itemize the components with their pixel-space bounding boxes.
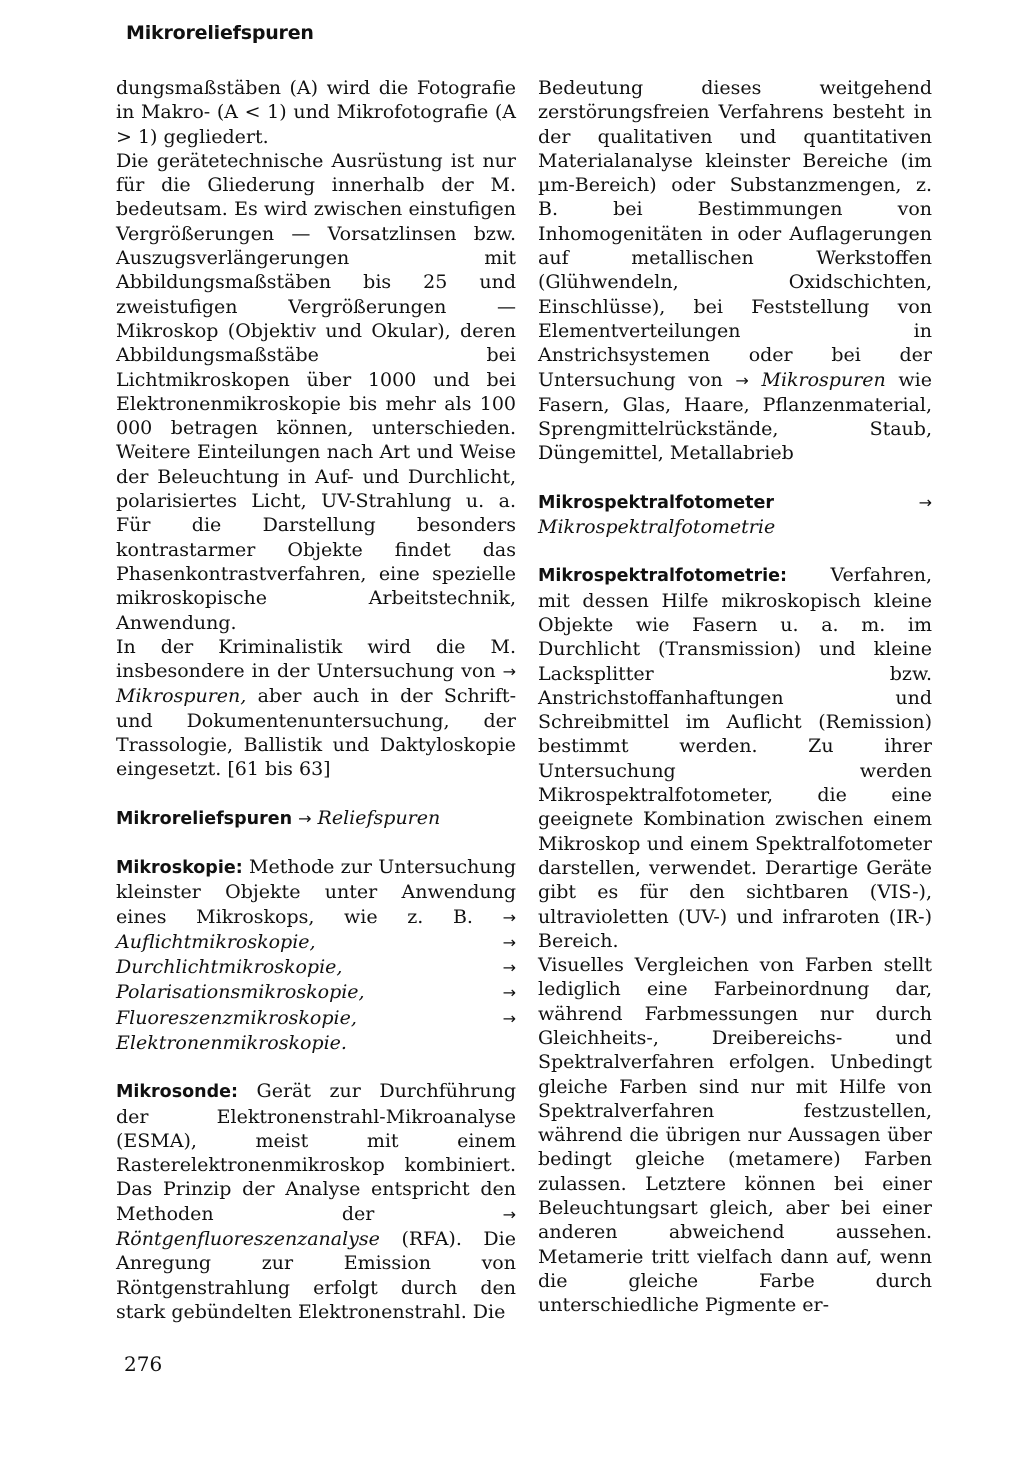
paragraph-mikrosonde-continued xyxy=(538,76,932,466)
entry-term: Mikrosonde: xyxy=(116,1082,238,1103)
text: Bedeutung dieses weitgehend zerstörungsfreien Verfahrens besteht in der qualitativen und quantitativen Materialanalyse kleinster Bereiche (im µm-Bereich) oder Substanzmengen, z. B. bei Bestimmungen von Inhomogenitäten in oder Auflagerungen auf metallischen Werkstoffen (Glühwendeln, Oxidschichten, Einschlüsse), bei Feststellung von Elementverteilungen in Anstrichsystemen oder bei der Untersuchung von xyxy=(538,77,932,391)
right-column xyxy=(538,76,932,1318)
cross-reference-arrow-icon: → xyxy=(502,958,516,978)
cross-reference-arrow-icon: → xyxy=(735,370,749,390)
cross-reference-arrow-icon: → xyxy=(918,492,932,512)
entry-text: (RFA). Die Anregung zur Emission von Röntgenstrahlung erfolgt durch den stark gebündelten Elektronenstrahl. Die xyxy=(116,1228,516,1323)
cross-reference-arrow-icon: → xyxy=(502,932,516,952)
entry-term: Mikroskopie: xyxy=(116,857,243,878)
paragraph-kriminalistik xyxy=(116,635,516,782)
paragraph-farbvergleich: Visuelles Vergleichen von Farben stellt lediglich eine Farbeinordnung dar, während Farbmessungen nur durch Gleichheits-, Dreibereichs- und Spektralverfahren erfolgen. Unbedingt gleiche Farben sind nur mit Hilfe von Spektralverfahren festzustellen, während die übrigen nur Aussagen über bedingt gleiche (metamere) Farben zulassen. Letztere können bei einer Beleuchtungsart gleich, aber bei einer anderen abweichend aussehen. Metamerie tritt vielfach dann auf, wenn die gleiche Farbe durch unterschiedliche Pigmente er- xyxy=(538,954,932,1317)
cross-reference-link[interactable]: Durchlichtmikroskopie, xyxy=(116,956,343,979)
cross-reference-link[interactable]: Auflichtmikroskopie, xyxy=(116,930,316,953)
entry-mikrospektralfotometer xyxy=(538,490,932,540)
cross-reference-link[interactable]: Mikrospuren xyxy=(761,368,886,391)
entry-term: Mikroreliefspuren xyxy=(116,808,293,829)
page-number: 276 xyxy=(124,1352,163,1376)
cross-reference-arrow-icon: → xyxy=(502,662,516,682)
entry-text: Verfahren, mit dessen Hilfe mikroskopisch kleine Objekte wie Fasern u. a. m. im Durchlicht (Transmission) und kleine Lacksplitter bzw. Anstrichstoffanhaftungen und Schreibmittel im Auflicht (Remission) bestimmt werden. Zu ihrer Untersuchung werden Mikrospektralfotometer, die eine geeignete Kombination zwischen einem Mikroskop und einem Spektralfotometer darstellen, verwendet. Derartige Geräte gibt es für den sichtbaren (VIS-), ultravioletten (UV-) und infraroten (IR-) Bereich. xyxy=(538,564,932,952)
entry-mikrosonde xyxy=(116,1079,516,1324)
entry-mikrospektralfotometrie xyxy=(538,563,932,953)
cross-reference-link[interactable]: Reliefspuren xyxy=(317,806,441,829)
left-column xyxy=(116,76,516,1324)
cross-reference-link[interactable]: Polarisationsmikroskopie, xyxy=(116,981,365,1004)
entry-text: Methode zur Untersuchung kleinster Objekte unter Anwendung eines Mikroskops, wie z. B. xyxy=(116,855,516,928)
cross-reference-arrow-icon: → xyxy=(502,1204,517,1224)
cross-reference-link[interactable]: Röntgenfluoreszenzanalyse xyxy=(116,1228,380,1251)
cross-reference-link[interactable]: Mikrospuren, xyxy=(116,685,247,708)
cross-reference-link[interactable]: Elektronenmikroskopie. xyxy=(116,1031,347,1054)
entry-term: Mikrospektralfotometer xyxy=(538,492,774,513)
entry-term: Mikrospektralfotometrie: xyxy=(538,566,787,587)
entry-text: Gerät zur Durchführung der Elektronenstrahl-Mikroanalyse (ESMA), meist mit einem Rasterelektronenmikroskop kombiniert. Das Prinzip der Analyse entspricht den Methoden der xyxy=(116,1080,516,1225)
cross-reference-link[interactable]: Fluoreszenzmikroskopie, xyxy=(116,1006,357,1029)
entry-mikroreliefspuren xyxy=(116,806,516,831)
cross-reference-arrow-icon: → xyxy=(502,1008,516,1028)
cross-reference-arrow-icon: → xyxy=(298,808,312,828)
cross-reference-arrow-icon: → xyxy=(502,983,516,1003)
entry-mikroskopie xyxy=(116,855,516,1055)
text: In der Kriminalistik wird die M. insbesondere in der Untersuchung von xyxy=(116,635,516,683)
paragraph-mikrofotografie-continued: dungsmaßstäben (A) wird die Fotografie in Makro- (A < 1) und Mikrofotografie (A > 1) gegliedert. xyxy=(116,77,516,148)
running-head: Mikroreliefspuren xyxy=(126,22,314,44)
text: aber auch in der Schrift- und Dokumentenuntersuchung, der Trassologie, Ballistik und Daktyloskopie eingesetzt. [61 bis 63] xyxy=(116,685,516,781)
paragraph-geraetetechnik: Die gerätetechnische Ausrüstung ist nur für die Gliederung innerhalb der M. bedeutsam. Es wird zwischen einstufigen Vergrößerungen — Vorsatzlinsen bzw. Auszugsverlängerungen mit Abbildungsmaßstäben bis 25 und zweistufigen Vergrößerungen — Mikroskop (Objektiv und Okular), deren Abbildungsmaßstäbe bei Lichtmikroskopen über 1000 und bei Elektronenmikroskopie bis mehr als 100 000 betragen können, unterschieden. Weitere Einteilungen nach Art und Weise der Beleuchtung in Auf- und Durchlicht, polarisiertes Licht, UV-Strahlung u. a. Für die Darstellung besonders kontrastarmer Objekte findet das Phasenkontrastverfahren, eine spezielle mikroskopische Arbeitstechnik, Anwendung. xyxy=(116,149,516,634)
cross-reference-link[interactable]: Mikrospektralfotometrie xyxy=(538,516,776,539)
text: wie Fasern, Glas, Haare, Pflanzenmaterial, Sprengmittelrückstände, Staub, Düngemittel, Metallabrieb xyxy=(538,368,933,465)
cross-reference-arrow-icon: → xyxy=(502,907,516,927)
